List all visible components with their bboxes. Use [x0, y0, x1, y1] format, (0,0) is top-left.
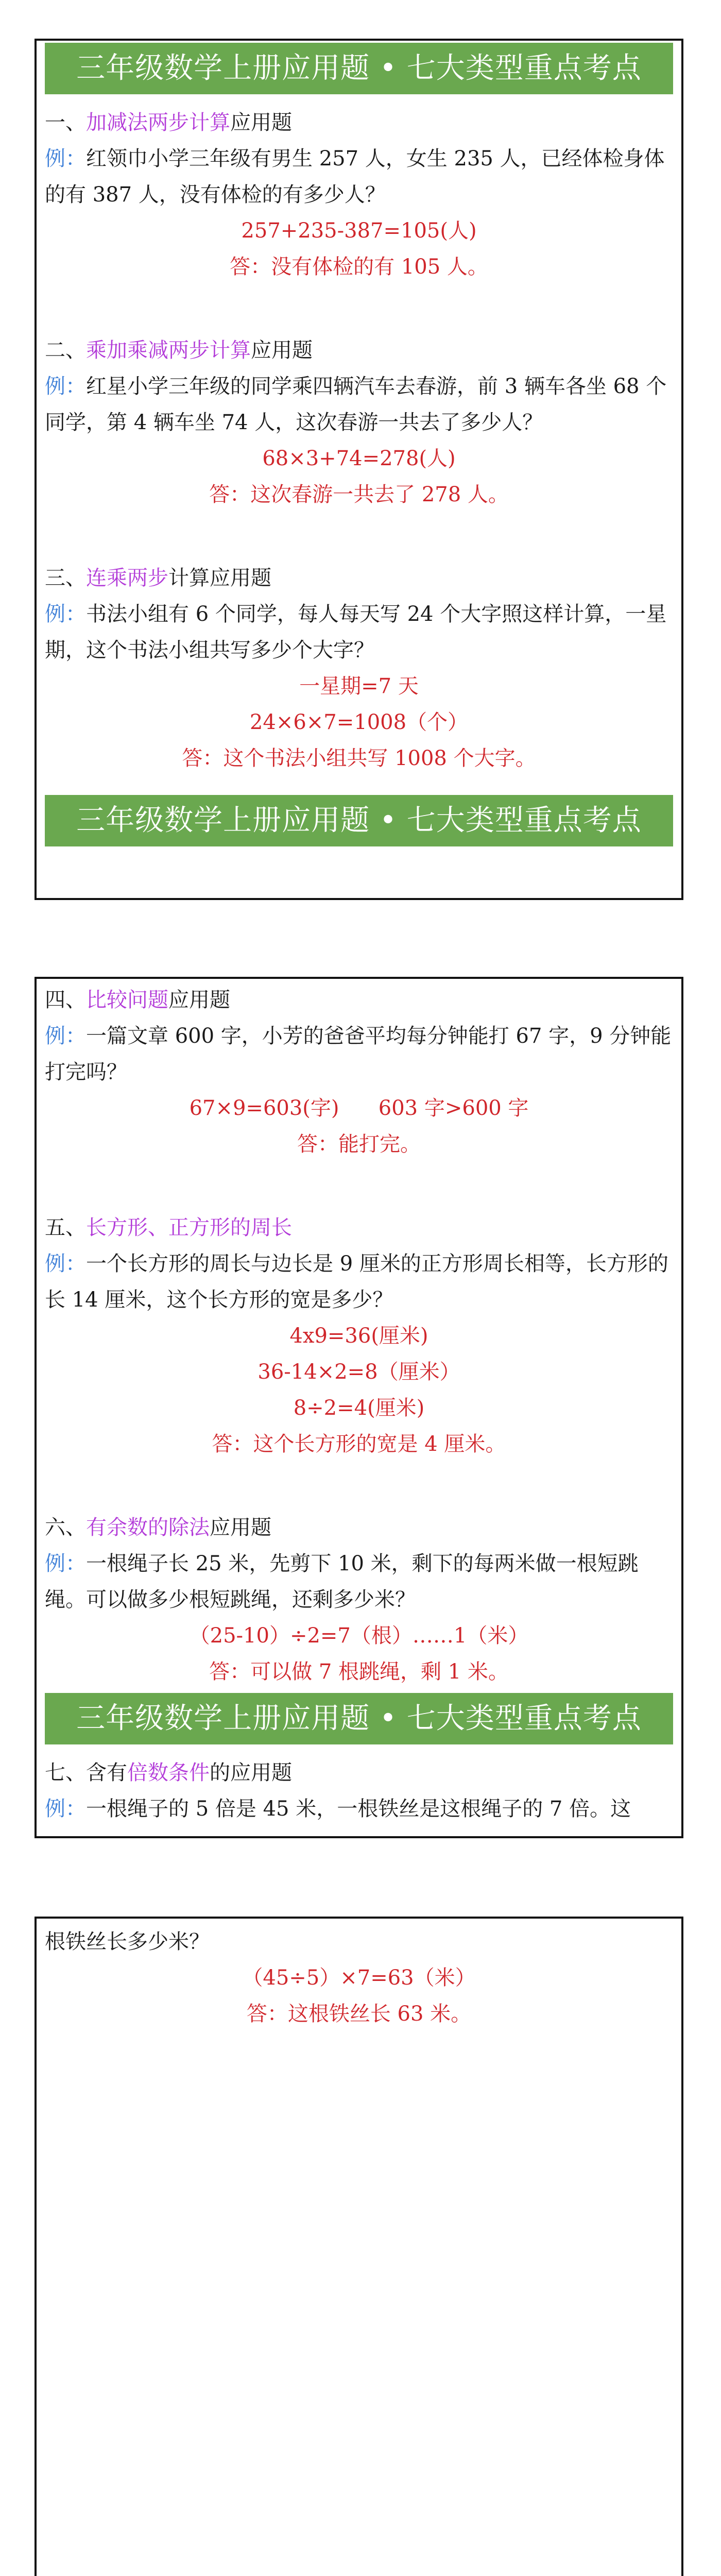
- section-highlight: 有余数的除法: [86, 1516, 210, 1539]
- banner-title: 三年级数学上册应用题 • 七大类型重点考点: [45, 43, 673, 94]
- problem-text: 一根绳子长 25 米，先剪下 10 米，剩下的每两米做一根短跳绳。可以做多少根短跳绳，还剩多少米？: [45, 1552, 639, 1612]
- section-5-problem: [45, 1246, 673, 1318]
- example-label: 例：: [45, 1024, 86, 1048]
- solution-line: （25-10）÷2=7（根）……1（米）: [189, 1624, 529, 1648]
- answer-line: 答：能打完。: [297, 1132, 421, 1156]
- page-2: [35, 977, 683, 1838]
- section-number: 六、: [45, 1516, 86, 1539]
- problem-text: 红星小学三年级的同学乘四辆汽车去春游，前 3 辆车各坐 68 个同学，第 4 辆车坐 74 人，这次春游一共去了多少人？: [45, 375, 667, 434]
- problem-text: 一根绳子的 5 倍是 45 米，一根铁丝是这根绳子的 7 倍。这: [86, 1797, 631, 1821]
- page-3: [35, 1917, 683, 2576]
- example-label: 例：: [45, 1252, 86, 1276]
- section-number: 七、: [45, 1761, 86, 1785]
- section-highlight: 倍数条件: [127, 1761, 210, 1785]
- section-7-heading: [45, 1755, 673, 1791]
- answer-line: 答：没有体检的有 105 人。: [230, 255, 488, 279]
- problem-text: 一篇文章 600 字，小芳的爸爸平均每分钟能打 67 字，9 分钟能打完吗？: [45, 1024, 672, 1084]
- section-highlight: 加减法两步计算: [86, 111, 230, 134]
- section-2-heading: [45, 332, 673, 368]
- section-3-heading: [45, 560, 673, 596]
- section-highlight: 长方形、正方形的周长: [86, 1216, 292, 1240]
- section-7-problem-continued: 根铁丝长多少米？: [45, 1930, 210, 1954]
- answer-line: 答：这个长方形的宽是 4 厘米。: [212, 1432, 506, 1456]
- section-highlight: 乘加乘减两步计算: [86, 338, 251, 362]
- section-2-problem: [45, 368, 673, 440]
- page-1: [35, 39, 683, 900]
- solution-line: 68×3+74=278(人): [262, 447, 456, 470]
- solution-line: （45÷5）×7=63（米）: [242, 1966, 476, 1990]
- solution-line: 24×6×7=1008（个）: [249, 710, 469, 734]
- section-1-heading: [45, 105, 673, 141]
- section-suffix: 应用题: [251, 338, 313, 362]
- section-6-heading: [45, 1510, 673, 1546]
- example-label: 例：: [45, 1552, 86, 1575]
- section-number: 三、: [45, 566, 86, 590]
- section-number: 一、: [45, 111, 86, 134]
- answer-line: 答：这个书法小组共写 1008 个大字。: [182, 747, 536, 770]
- section-1-problem: [45, 141, 673, 213]
- banner-title: 三年级数学上册应用题 • 七大类型重点考点: [45, 1693, 673, 1744]
- problem-text: 书法小组有 6 个同学，每人每天写 24 个大字照这样计算，一星期，这个书法小组共写多少个大字？: [45, 602, 667, 662]
- section-number: 五、: [45, 1216, 86, 1240]
- section-number: 二、: [45, 338, 86, 362]
- banner-title: 三年级数学上册应用题 • 七大类型重点考点: [45, 795, 673, 846]
- section-suffix: 应用题: [210, 1516, 271, 1539]
- section-5-heading: [45, 1210, 673, 1246]
- solution-line: 36-14×2=8（厘米）: [258, 1360, 460, 1384]
- solution-line: 67×9=603(字) 603 字>600 字: [189, 1096, 529, 1120]
- solution-line: 一星期=7 天: [299, 674, 419, 698]
- solution-line: 8÷2=4(厘米): [293, 1396, 425, 1420]
- problem-text: 红领巾小学三年级有男生 257 人，女生 235 人，已经体检身体的有 387 人，没有体检的有多少人？: [45, 147, 665, 207]
- problem-text: 一个长方形的周长与边长是 9 厘米的正方形周长相等，长方形的长 14 厘米，这个长方形的宽是多少？: [45, 1252, 668, 1312]
- answer-line: 答：这次春游一共去了 278 人。: [209, 483, 509, 506]
- answer-line: 答：这根铁丝长 63 米。: [246, 2002, 472, 2026]
- solution-line: 4x9=36(厘米): [289, 1324, 428, 1348]
- section-6-problem: [45, 1546, 673, 1618]
- section-highlight: 比较问题: [86, 988, 168, 1012]
- section-suffix: 应用题: [168, 988, 230, 1012]
- solution-line: 257+235-387=105(人): [241, 219, 477, 243]
- section-prefix: 含有: [86, 1761, 127, 1785]
- section-7-problem: [45, 1791, 673, 1827]
- section-4-problem: [45, 1018, 673, 1090]
- section-3-problem: [45, 596, 673, 668]
- section-number: 四、: [45, 988, 86, 1012]
- example-label: 例：: [45, 602, 86, 626]
- example-label: 例：: [45, 1797, 86, 1821]
- section-highlight: 连乘两步: [86, 566, 168, 590]
- section-suffix: 应用题: [230, 111, 292, 134]
- section-suffix: 的应用题: [210, 1761, 292, 1785]
- answer-line: 答：可以做 7 根跳绳，剩 1 米。: [209, 1660, 509, 1684]
- example-label: 例：: [45, 147, 86, 171]
- example-label: 例：: [45, 375, 86, 398]
- section-4-heading: [45, 982, 673, 1018]
- section-suffix: 计算应用题: [168, 566, 271, 590]
